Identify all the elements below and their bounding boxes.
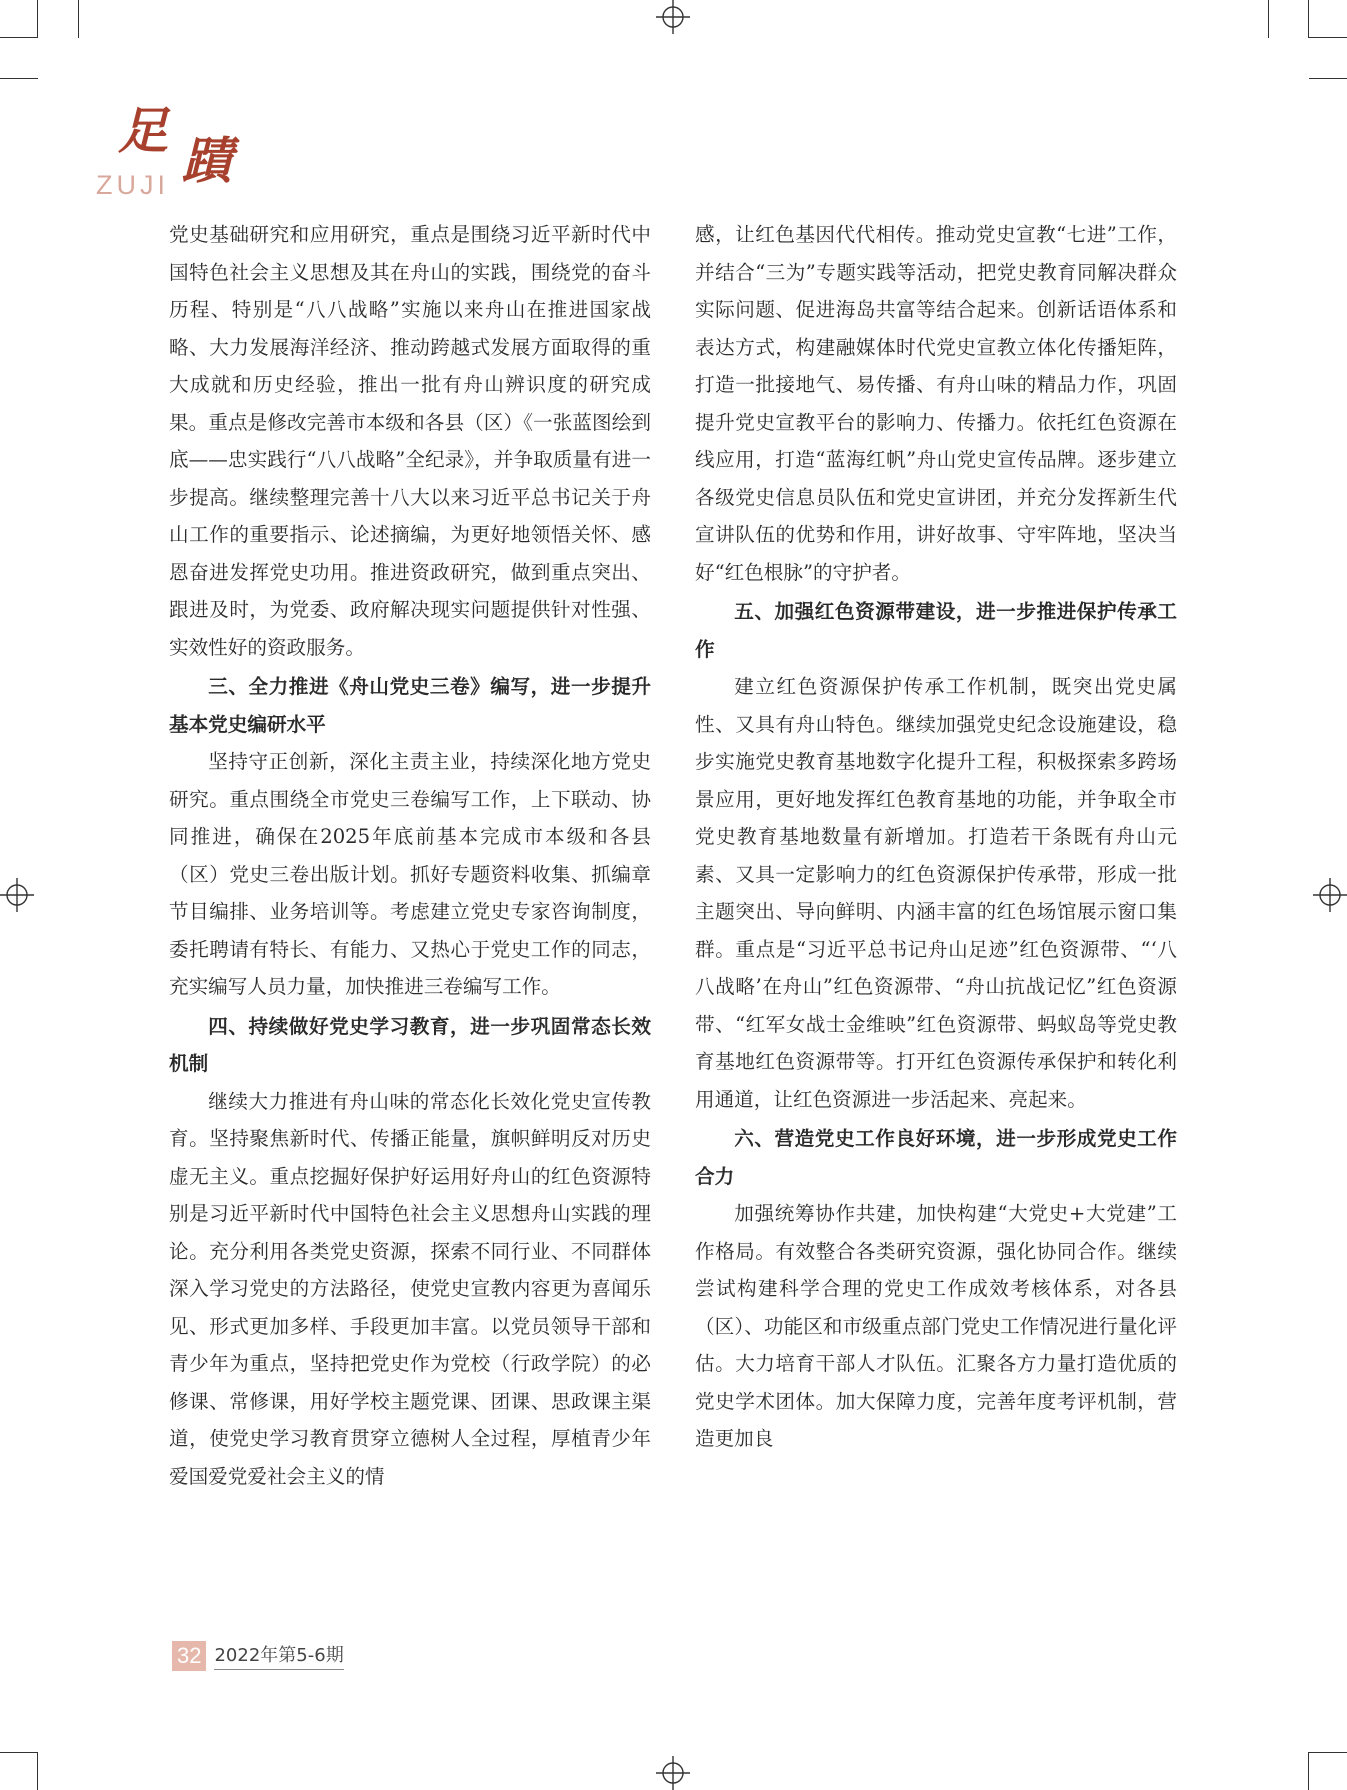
section-heading-3: 三、全力推进《舟山党史三卷》编写，进一步提升基本党史编研水平	[169, 675, 651, 736]
registration-mark-icon	[656, 1756, 690, 1790]
section-heading-4: 四、持续做好党史学习教育，进一步巩固常态长效机制	[169, 1014, 651, 1075]
logo-char-1: 足	[118, 101, 168, 160]
paragraph: 加强统筹协作共建，加快构建“大党史+大党建”工作格局。有效整合各类研究资源，强化协同合作。继续尝试构建科学合理的党史工作成效考核体系，对各县（区）、功能区和市级重点部门党史工作情况进行量化评估。大力培育干部人才队伍。汇聚各方力量打造优质的党史学术团体。加大保障力度，完善年度考评机制，营造更加良	[695, 1202, 1177, 1450]
paragraph: 坚持守正创新，深化主责主业，持续深化地方党史研究。重点围绕全市党史三卷编写工作，上下联动、协同推进，确保在2025年底前基本完成市本级和各县（区）党史三卷出版计划。抓好专题资料收集、抓编章节目编排、业务培训等。考虑建立党史专家咨询制度，委托聘请有特长、有能力、又热心于党史工作的同志，充实编写人员力量，加快推进三卷编写工作。	[169, 750, 651, 998]
crop-mark	[1309, 1752, 1347, 1753]
crop-mark	[1309, 78, 1347, 79]
issue-label: 2022年第5-6期	[214, 1643, 343, 1670]
crop-mark	[37, 0, 38, 38]
crop-mark	[78, 0, 79, 38]
paragraph: 建立红色资源保护传承工作机制，既突出党史属性、又具有舟山特色。继续加强党史纪念设施建设，稳步实施党史教育基地数字化提升工程，积极探索多跨场景应用，更好地发挥红色教育基地的功能，并争取全市党史教育基地数量有新增加。打造若干条既有舟山元素、又具一定影响力的红色资源保护传承带，形成一批主题突出、导向鲜明、内涵丰富的红色场馆展示窗口集群。重点是“习近平总书记舟山足迹”红色资源带、“‘八八战略’在舟山”红色资源带、“舟山抗战记忆”红色资源带、“红军女战士金维映”红色资源带、蚂蚁岛等党史教育基地红色资源带等。打开红色资源传承保护和转化利用通道，让红色资源进一步活起来、亮起来。	[695, 675, 1177, 1111]
section-heading-6: 六、营造党史工作良好环境，进一步形成党史工作合力	[695, 1127, 1177, 1188]
registration-mark-icon	[656, 0, 690, 34]
crop-mark	[1309, 37, 1347, 38]
section-heading-5: 五、加强红色资源带建设，进一步推进保护传承工作	[695, 600, 1177, 661]
registration-mark-icon	[0, 878, 34, 912]
crop-mark	[1308, 1752, 1309, 1790]
crop-mark	[1268, 0, 1269, 38]
page-footer	[172, 1641, 344, 1671]
crop-mark	[37, 1752, 38, 1790]
registration-mark-icon	[1313, 878, 1347, 912]
left-column	[169, 216, 651, 1495]
logo-char-2: 蹟	[182, 131, 232, 190]
logo-english: ZUJI	[96, 170, 169, 200]
right-column	[695, 216, 1177, 1458]
crop-mark	[1308, 0, 1309, 38]
paragraph: 感，让红色基因代代相传。推动党史宣教“七进”工作，并结合“三为”专题实践等活动，把党史教育同解决群众实际问题、促进海岛共富等结合起来。创新话语体系和表达方式，构建融媒体时代党史宣教立体化传播矩阵，打造一批接地气、易传播、有舟山味的精品力作，巩固提升党史宣教平台的影响力、传播力。依托红色资源在线应用，打造“蓝海红帆”舟山党史宣传品牌。逐步建立各级党史信息员队伍和党史宣讲团，并充分发挥新生代宣讲队伍的优势和作用，讲好故事、守牢阵地，坚决当好“红色根脉”的守护者。	[695, 223, 1177, 584]
paragraph: 继续大力推进有舟山味的常态化长效化党史宣传教育。坚持聚焦新时代、传播正能量，旗帜鲜明反对历史虚无主义。重点挖掘好保护好运用好舟山的红色资源特别是习近平新时代中国特色社会主义思想舟山实践的理论。充分利用各类党史资源，探索不同行业、不同群体深入学习党史的方法路径，使党史宣教内容更为喜闻乐见、形式更加多样、手段更加丰富。以党员领导干部和青少年为重点，坚持把党史作为党校（行政学院）的必修课、常修课，用好学校主题党课、团课、思政课主渠道，使党史学习教育贯穿立德树人全过程，厚植青少年爱国爱党爱社会主义的情	[169, 1089, 651, 1488]
crop-mark	[0, 37, 38, 38]
crop-mark	[0, 1752, 38, 1753]
crop-mark	[0, 78, 38, 79]
page-number: 32	[172, 1641, 206, 1671]
section-logo	[96, 101, 296, 206]
paragraph: 党史基础研究和应用研究，重点是围绕习近平新时代中国特色社会主义思想及其在舟山的实践，围绕党的奋斗历程、特别是“八八战略”实施以来舟山在推进国家战略、大力发展海洋经济、推动跨越式发展方面取得的重大成就和历史经验，推出一批有舟山辨识度的研究成果。重点是修改完善市本级和各县（区）《一张蓝图绘到底——忠实践行“八八战略”全纪录》，并争取质量有进一步提高。继续整理完善十八大以来习近平总书记关于舟山工作的重要指示、论述摘编，为更好地领悟关怀、感恩奋进发挥党史功用。推进资政研究，做到重点突出、跟进及时，为党委、政府解决现实问题提供针对性强、实效性好的资政服务。	[169, 223, 651, 659]
